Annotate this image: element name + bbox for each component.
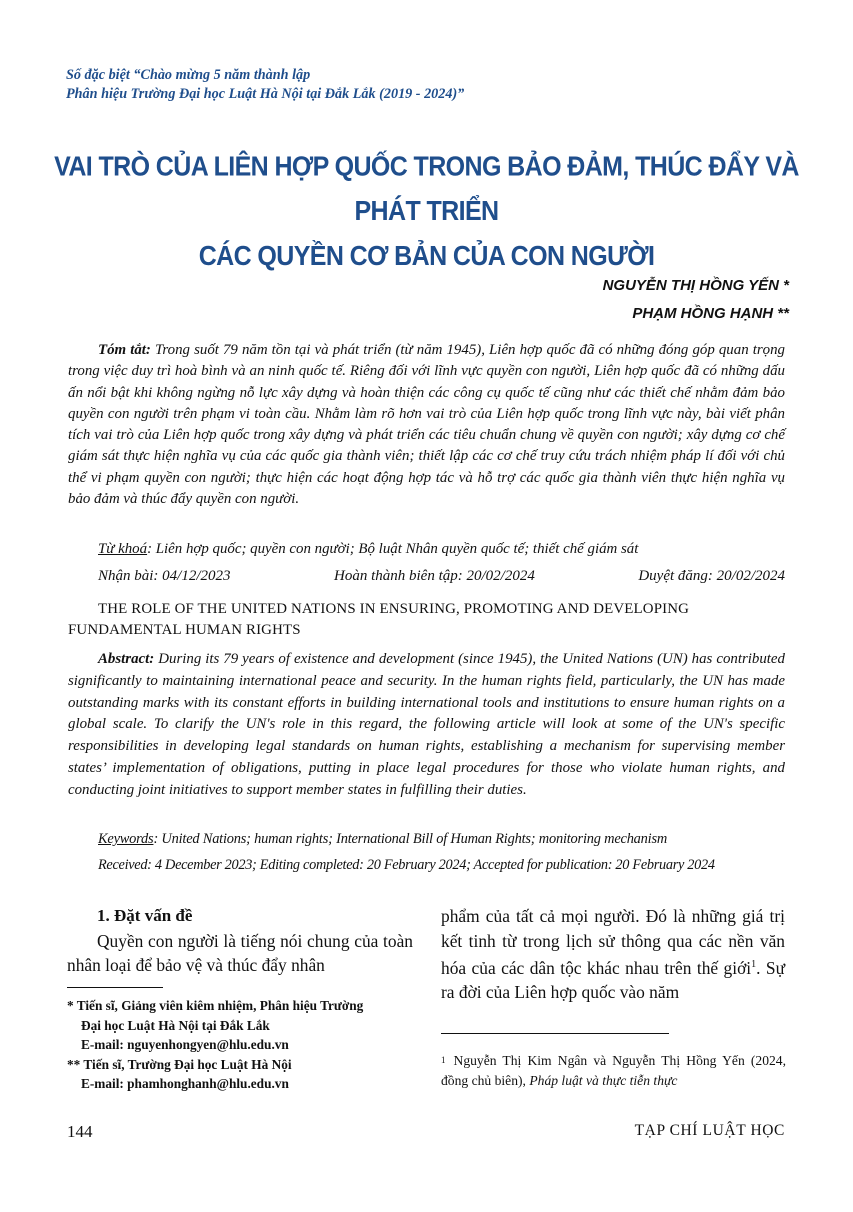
title-line-1: VAI TRÒ CỦA LIÊN HỢP QUỐC TRONG BẢO ĐẢM, THÚC ĐẨY VÀ PHÁT TRIỂN xyxy=(54,150,799,227)
body-right-column xyxy=(441,904,785,1005)
keywords-en-text: : United Nations; human rights; International Bill of Human Rights; monitoring mechanism xyxy=(153,831,668,847)
footnote-mark: 1 xyxy=(441,1055,446,1065)
footnote-divider-left xyxy=(67,987,163,988)
author-note-1-cont: Đại học Luật Hà Nội tại Đắk Lắk xyxy=(81,1017,270,1033)
abstract-vi-text: Trong suốt 79 năm tồn tại và phát triển (từ năm 1945), Liên hợp quốc đã có những đóng góp quan trọng trong việc duy trì hoà bình và an ninh quốc tế. Riêng đối với lĩnh vực quyền con người, Liên hợp quốc đã có những dấu ấn nổi bật khi không ngừng nỗ lực xây dựng và hoàn thiện các công cụ quốc tế cũng như các thiết chế nhằm đảm bảo quyền con người trên phạm vi toàn cầu. Nhằm làm rõ hơn vai trò của Liên hợp quốc trong lĩnh vực này, bài viết phân tích vai trò của Liên hợp quốc trong xây dựng và phát triển các tiêu chuẩn chung về quyền con người; xây dựng cơ chế giám sát thực hiện nghĩa vụ của các quốc gia thành viên; thiết lập các cơ chế truy cứu trách nhiệm pháp lí đối với chủ thể vi phạm quyền con người; thực hiện các hoạt động hợp tác và hỗ trợ các quốc gia thành viên thực hiện nghĩa vụ bảo đảm và thúc đẩy quyền con người. xyxy=(68,342,785,508)
abstract-vietnamese xyxy=(68,340,785,510)
english-title: THE ROLE OF THE UNITED NATIONS IN ENSURING, PROMOTING AND DEVELOPING FUNDAMENTAL HUMAN RIGHTS xyxy=(68,601,690,638)
footnote-1 xyxy=(441,1051,786,1090)
author-note-1: * Tiến sĩ, Giảng viên kiêm nhiệm, Phân hiệu Trường xyxy=(67,998,364,1013)
keywords-english xyxy=(98,831,667,848)
keywords-vietnamese xyxy=(98,541,638,558)
special-issue-line-2: Phân hiệu Trường Đại học Luật Hà Nội tại Đắk Lắk (2019 - 2024)” xyxy=(66,86,465,102)
keywords-en-label: Keywords xyxy=(98,831,154,847)
footnote-divider-right xyxy=(441,1033,669,1034)
body-right-text-2: . Sự ra đời của Liên hợp quốc vào năm xyxy=(441,957,786,1003)
dates-english: Received: 4 December 2023; Editing completed: 20 February 2024; Accepted for publication: 20 February 2024 xyxy=(98,857,715,873)
article-title xyxy=(40,144,813,278)
special-issue-line-1: Số đặc biệt “Chào mừng 5 năm thành lập xyxy=(66,67,311,83)
footnote-reference[interactable]: 1 xyxy=(751,959,757,970)
body-right-text-1: phẩm của tất cả mọi người. Đó là những giá trị kết tinh từ trong lịch sử thông qua các nền văn hóa của các dân tộc khác nhau trên thế giới xyxy=(441,906,785,978)
keywords-vi-text: : Liên hợp quốc; quyền con người; Bộ luật Nhân quyền quốc tế; thiết chế giám sát xyxy=(147,541,639,557)
abstract-en-text: During its 79 years of existence and development (since 1945), the United Nations (UN) has contributed significantly to maintaining international peace and security. In the human rights field, particularly, the UN has made outstanding marks with its constant efforts in building international tools and institutions to ensure human rights on a global scale. To clarify the UN's role in this regard, the following article will look at some of the UN's specific responsibilities in developing legal standards on human rights, establishing a mechanism for supervising member states’ implementation of obligations, putting in place legal procedures for those who violate human rights, and conducting joint initiatives to support member states in fulfilling their duties. xyxy=(68,651,785,798)
dates-vietnamese xyxy=(98,568,785,585)
author-footnotes xyxy=(67,996,417,1094)
date-received: Nhận bài: 04/12/2023 xyxy=(98,568,231,584)
footnote-italic: Pháp luật và thực tiễn thực xyxy=(529,1072,678,1088)
date-accepted: Duyệt đăng: 20/02/2024 xyxy=(638,568,785,584)
journal-name: TẠP CHÍ LUẬT HỌC xyxy=(634,1122,785,1139)
section-heading: 1. Đặt vấn đề xyxy=(97,906,193,925)
date-edited: Hoàn thành biên tập: 20/02/2024 xyxy=(334,568,535,584)
title-line-2: CÁC QUYỀN CƠ BẢN CỦA CON NGƯỜI xyxy=(198,240,655,272)
footnote-text: Nguyễn Thị Kim Ngân và Nguyễn Thị Hồng Yến (2024, đồng chủ biên), xyxy=(441,1053,786,1088)
keywords-vi-label: Từ khoá xyxy=(98,541,148,557)
author-email-1: E-mail: nguyenhongyen@hlu.edu.vn xyxy=(81,1037,289,1053)
author-note-2: ** Tiến sĩ, Trường Đại học Luật Hà Nội xyxy=(67,1056,292,1072)
page-number: 144 xyxy=(67,1122,93,1141)
abstract-english xyxy=(68,649,785,802)
author-1: NGUYỄN THỊ HỒNG YẾN * xyxy=(602,277,789,294)
author-2: PHẠM HỒNG HẠNH ** xyxy=(632,305,789,322)
author-email-2: E-mail: phamhonghanh@hlu.edu.vn xyxy=(81,1076,289,1092)
body-left-column xyxy=(67,904,413,978)
body-left-paragraph: Quyền con người là tiếng nói chung của toàn nhân loại để bảo vệ và thúc đẩy nhân xyxy=(67,930,413,975)
abstract-en-label: Abstract: xyxy=(98,651,155,667)
special-issue-note xyxy=(66,66,464,104)
abstract-vi-label: Tóm tắt: xyxy=(98,342,151,358)
